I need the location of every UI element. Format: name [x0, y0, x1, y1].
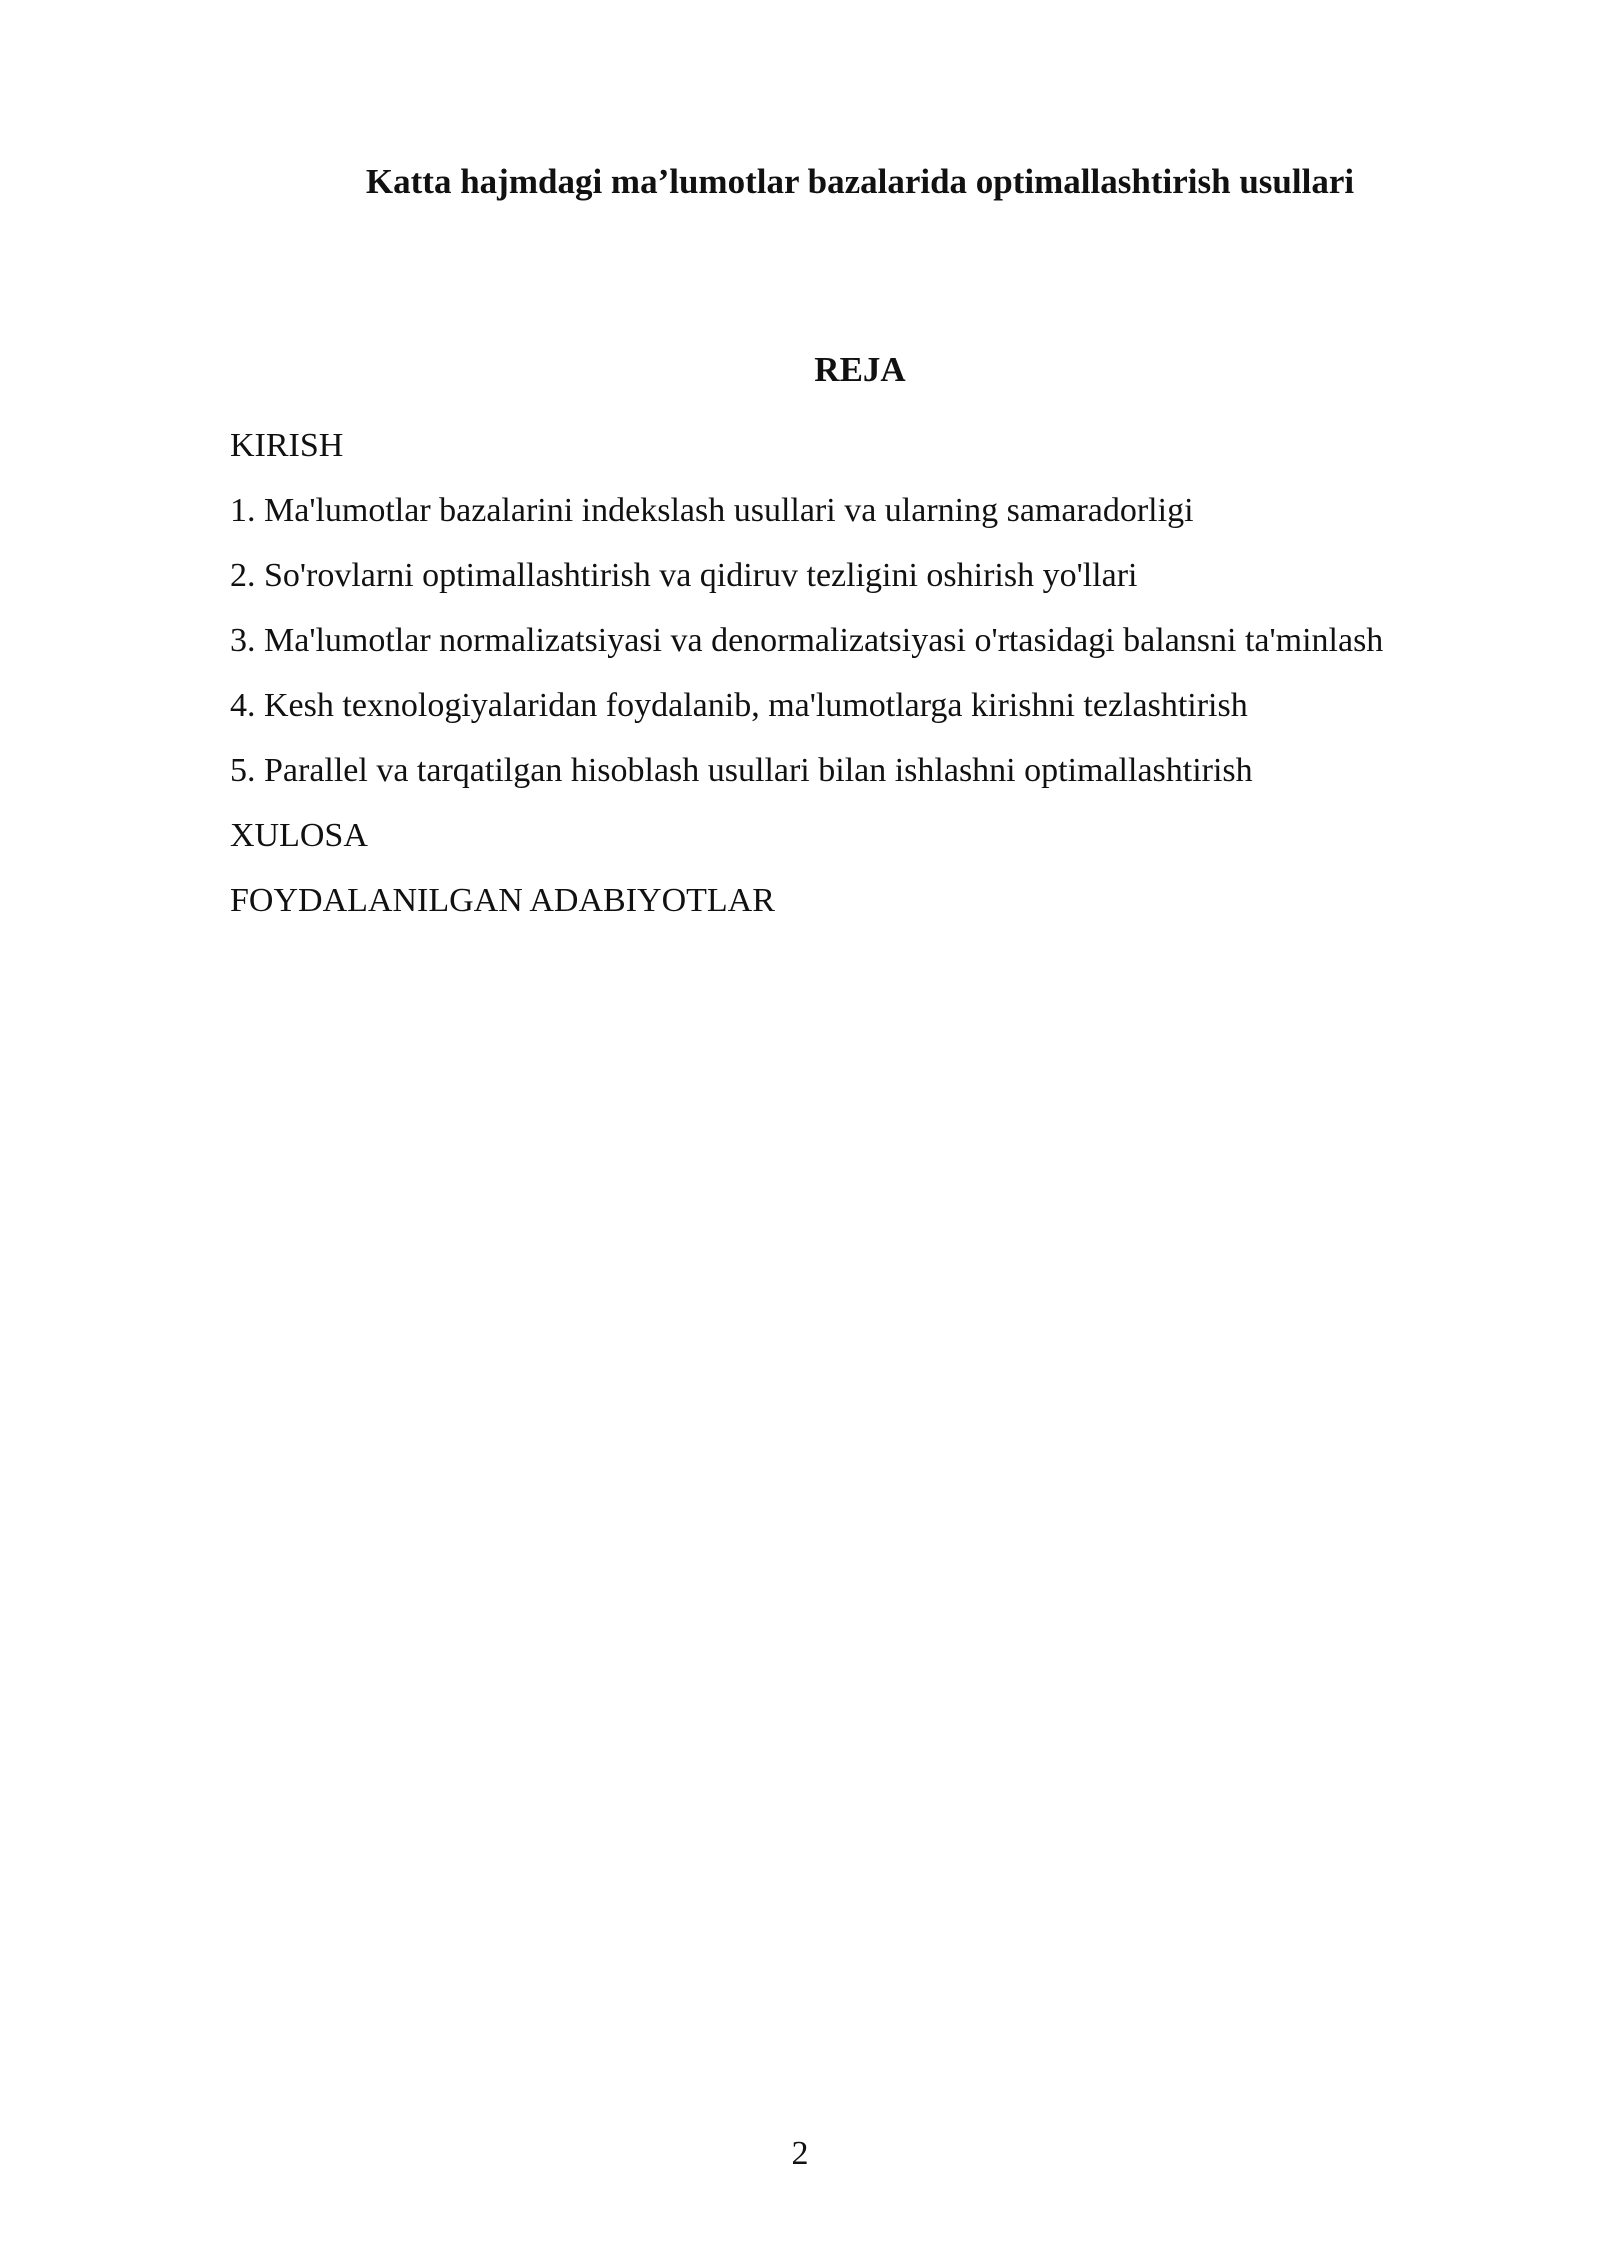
plan-heading: REJA [814, 350, 906, 389]
plan-item-5: 5. Parallel va tarqatilgan hisoblash usullari bilan ishlashni optimallashtirish [230, 752, 1253, 789]
page-number: 2 [791, 2135, 809, 2172]
plan-list [230, 418, 1430, 938]
plan-item-intro: KIRISH [230, 427, 344, 464]
plan-item-conclusion: XULOSA [230, 817, 368, 854]
plan-item-4: 4. Kesh texnologiyalaridan foydalanib, ma'lumotlarga kirishni tezlashtirish [230, 687, 1248, 724]
document-title: Katta hajmdagi ma’lumotlar bazalarida optimallashtirish usullari [365, 162, 1355, 201]
plan-item-references: FOYDALANILGAN ADABIYOTLAR [230, 882, 775, 919]
plan-item-2: 2. So'rovlarni optimallashtirish va qidiruv tezligini oshirish yo'llari [230, 557, 1138, 594]
plan-item-3: 3. Ma'lumotlar normalizatsiyasi va denormalizatsiyasi o'rtasidagi balansni ta'minlash [230, 622, 1384, 659]
plan-item-1: 1. Ma'lumotlar bazalarini indekslash usullari va ularning samaradorligi [230, 492, 1194, 529]
